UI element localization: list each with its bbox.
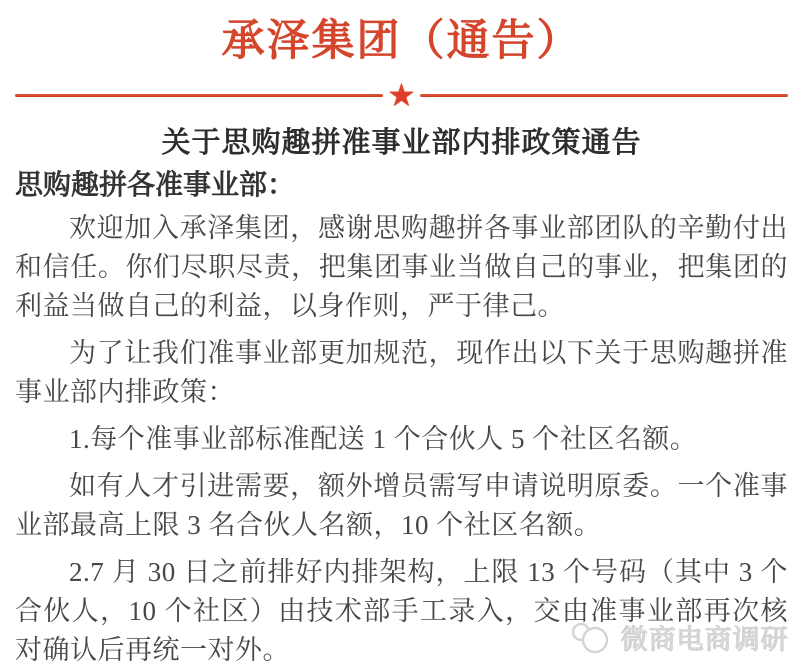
paragraph-intro-policy: 为了让我们准事业部更加规范，现作出以下关于思购趣拼准事业部内排政策： — [15, 338, 788, 407]
page-title: 承泽集团（通告） — [221, 18, 582, 65]
divider — [15, 77, 788, 113]
divider-line-right — [420, 94, 788, 97]
notice-body — [15, 209, 788, 670]
star-icon: ★ — [387, 77, 416, 113]
salutation: 思购趣拼各准事业部： — [15, 169, 296, 200]
paragraph-item-2: 2.7 月 30 日之前排好内排架构，上限 13 个号码（其中 3 个合伙人，10 个社区）由技术部手工录入，交由准事业部再次核对确认后再统一对外。 — [15, 557, 788, 665]
notice-heading: 关于思购趣拼准事业部内排政策通告 — [161, 127, 642, 159]
paragraph-item-1: 1.每个准事业部标准配送 1 个合伙人 5 个社区名额。 — [69, 424, 698, 454]
paragraph-item-1-detail: 如有人才引进需要，额外增员需写申请说明原委。一个准事业部最高上限 3 名合伙人名额，10 个社区名额。 — [15, 471, 788, 540]
divider-line-left — [15, 94, 383, 97]
paragraph-welcome: 欢迎加入承泽集团，感谢思购趣拼各事业部团队的辛勤付出和信任。你们尽职尽责，把集团事业当做自己的事业，把集团的利益当做自己的利益，以身作则，严于律己。 — [15, 213, 788, 321]
watermark-label: 微商电商调研 — [621, 625, 789, 655]
